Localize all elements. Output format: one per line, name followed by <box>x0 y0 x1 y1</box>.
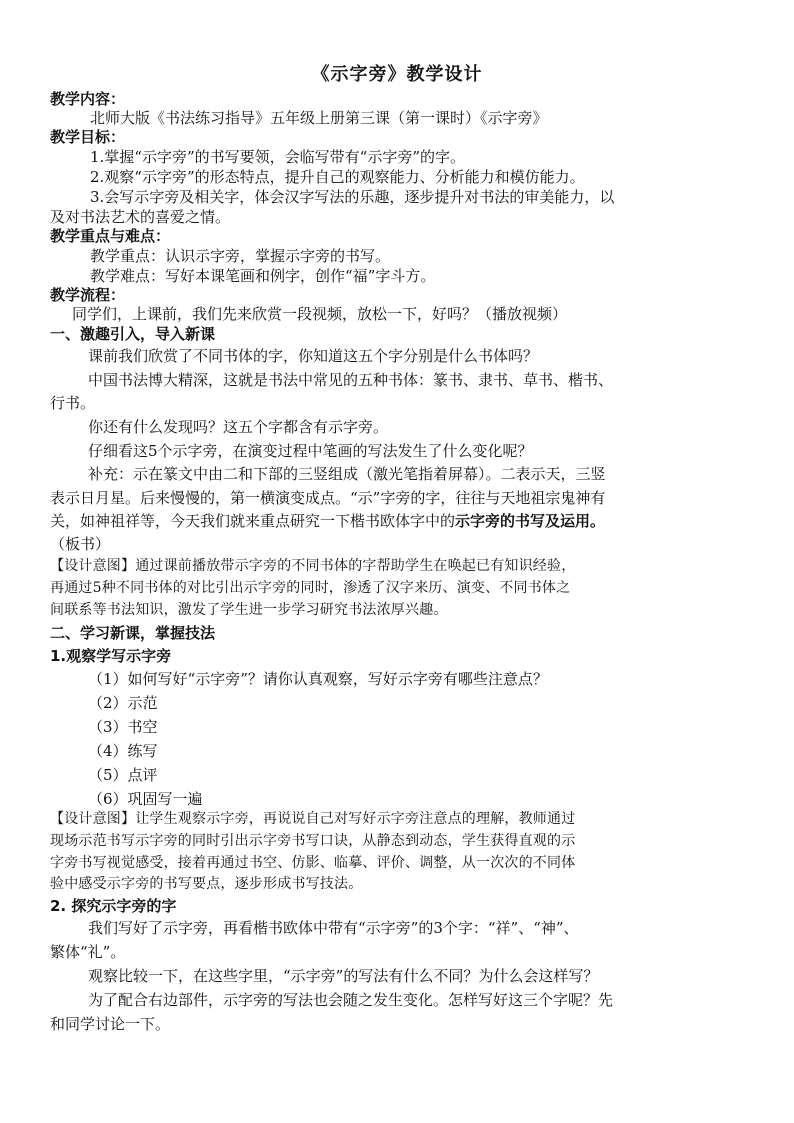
paragraph-cont: 表示日月星。后来慢慢的，第一横演变成点。“示”字旁的字，往往与天地祖宗鬼神有 <box>50 489 606 507</box>
paragraph: 观察比较一下，在这些字里，“示字旁”的写法有什么不同？为什么会这样写？ <box>88 967 599 985</box>
design-intent-1-cont: 间联系等书法知识，激发了学生进一步学习研究书法浓厚兴趣。 <box>50 602 448 618</box>
objective-3: 3.会写示字旁及相关字，体会汉字写法的乐趣，逐步提升对书法的审美能力，以 <box>90 188 615 206</box>
step-2: （2）示范 <box>88 694 158 712</box>
key-point: 教学重点：认识示字旁，掌握示字旁的书写。 <box>90 247 391 265</box>
paragraph: 为了配合右边部件，示字旁的写法也会随之发生变化。怎样写好这三个字呢？先 <box>88 991 614 1009</box>
paragraph-text: 关，如神祖祥等，今天我们就来重点研究一下楷书欧体字中的 <box>50 512 456 530</box>
design-intent-2-cont: 字旁书写视觉感受，接着再通过书空、仿影、临摹、评价、调整，从一次次的不同体 <box>50 855 576 871</box>
design-intent-1: 【设计意图】通过课前播放带示字旁的不同书体的字帮助学生在唤起已有知识经验， <box>50 558 576 574</box>
paragraph: 我们写好了示字旁，再看楷书欧体中带有“示字旁”的3个字：“祥”、“神”、 <box>88 919 579 937</box>
heading-content: 教学内容： <box>50 90 126 108</box>
board-note: （板书） <box>50 535 111 553</box>
process-intro: 同学们，上课前，我们先来欣赏一段视频，放松一下，好吗？（播放视频） <box>72 305 568 323</box>
design-intent-1-cont: 再通过5种不同书体的对比引出示字旁的同时，渗透了汉字来历、演变、不同书体之 <box>50 580 571 596</box>
design-intent-2: 【设计意图】让学生观察示字旁，再说说自己对写好示字旁注意点的理解，教师通过 <box>50 811 576 827</box>
paragraph-cont: 行书。 <box>50 394 96 412</box>
step-3: （3）书空 <box>88 718 158 736</box>
paragraph: 你还有什么发现吗？这五个字都含有示字旁。 <box>88 418 389 436</box>
paragraph-cont: 繁体“礼”。 <box>50 943 126 961</box>
heading-process: 教学流程： <box>50 286 126 304</box>
difficult-point: 教学难点：写好本课笔画和例字，创作“福”字斗方。 <box>90 267 436 285</box>
heading-key-points: 教学重点与难点： <box>50 227 171 245</box>
subsection-2-heading: 2. 探究示字旁的字 <box>50 897 177 915</box>
paragraph: 仔细看这5个示字旁，在演变过程中笔画的写法发生了什么变化呢？ <box>88 442 533 460</box>
design-intent-2-cont: 现场示范书写示字旁的同时引出示字旁书写口诀，从静态到动态，学生获得直观的示 <box>50 833 576 849</box>
paragraph-cont <box>50 510 750 532</box>
paragraph-cont: 和同学讨论一下。 <box>50 1015 171 1033</box>
section-2-heading: 二、学习新课，掌握技法 <box>50 624 216 642</box>
subsection-1-heading: 1.观察学写示字旁 <box>50 647 172 665</box>
step-4: （4）练写 <box>88 742 158 760</box>
paragraph: 中国书法博大精深，这就是书法中常见的五种书体：篆书、隶书、草书、楷书、 <box>88 371 614 389</box>
step-5: （5）点评 <box>88 766 158 784</box>
heading-objectives: 教学目标： <box>50 128 126 146</box>
content-text: 北师大版《书法练习指导》五年级上册第三课（第一课时）《示字旁》 <box>90 109 548 127</box>
objective-2: 2.观察“示字旁”的形态特点，提升自己的观察能力、分析能力和模仿能力。 <box>90 168 585 186</box>
step-1: （1）如何写好“示字旁”？请你认真观察，写好示字旁有哪些注意点？ <box>88 670 548 688</box>
document-title: 《示字旁》教学设计 <box>311 64 483 85</box>
design-intent-2-cont: 验中感受示字旁的书写要点，逐步形成书写技法。 <box>50 876 363 892</box>
paragraph: 课前我们欣赏了不同书体的字，你知道这五个字分别是什么书体吗？ <box>88 347 539 365</box>
paragraph-emphasis: 示字旁的书写及运用。 <box>455 512 606 530</box>
objective-3-cont: 及对书法艺术的喜爱之情。 <box>50 208 231 226</box>
step-6: （6）巩固写一遍 <box>88 790 203 808</box>
paragraph: 补充：示在篆文中由二和下部的三竖组成（激光笔指着屏幕）。二表示天，三竖 <box>88 465 606 483</box>
objective-1: 1.掌握“示字旁”的书写要领，会临写带有“示字旁”的字。 <box>90 148 465 166</box>
section-1-heading: 一、激趣引入，导入新课 <box>50 325 216 343</box>
